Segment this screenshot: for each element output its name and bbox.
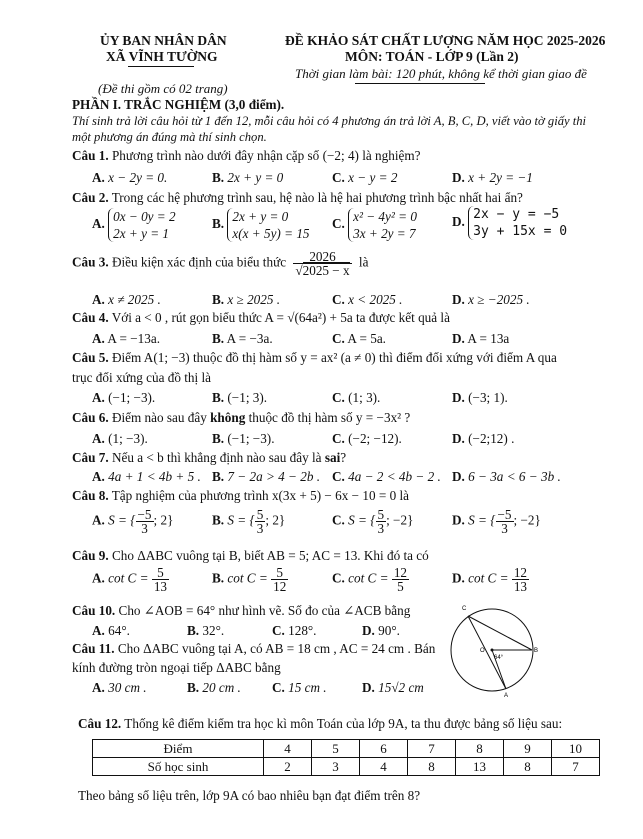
question-text: Điều kiện xác định của biểu thức — [111, 254, 287, 270]
equation-line: 2x − y = −5 — [473, 207, 560, 222]
equation-system — [468, 206, 567, 240]
fraction-denominator: 3 — [256, 521, 264, 536]
option-letter: B. — [212, 469, 225, 484]
circle-figure — [446, 598, 538, 698]
question-11 — [72, 641, 435, 657]
option-text: cot C = — [348, 570, 389, 586]
fraction-denominator: 13 — [513, 579, 528, 594]
fraction-numerator: −5 — [497, 507, 512, 522]
option-fraction — [512, 566, 529, 593]
table-cell: 2 — [264, 758, 312, 776]
question-text-tail: là — [358, 254, 369, 270]
option-letter: C. — [332, 469, 345, 484]
q4-option-b[interactable] — [212, 331, 273, 347]
q1-option-c[interactable] — [332, 170, 397, 186]
fraction-numerator: 5 — [271, 566, 288, 580]
q5-option-d[interactable] — [452, 390, 508, 406]
option-text: 30 cm . — [108, 680, 147, 695]
option-text: (1; −3). — [108, 431, 148, 446]
option-letter: C. — [332, 570, 345, 586]
exam-title: ĐỀ KHẢO SÁT CHẤT LƯỢNG NĂM HỌC 2025-2026 — [285, 33, 606, 48]
option-text: 6 − 3a < 6 − 3b . — [468, 469, 561, 484]
equation-line: x² − 4y² = 0 — [353, 209, 417, 224]
option-text: 2x + y = 0 — [227, 170, 284, 185]
question-10 — [72, 603, 410, 619]
option-text: A = −3a. — [226, 331, 273, 346]
question-2 — [72, 190, 523, 206]
option-text: S = { — [348, 512, 376, 528]
option-text: (−1; −3). — [108, 390, 156, 405]
option-text: ; 2} — [153, 512, 174, 528]
q10-option-b[interactable] — [187, 623, 224, 639]
option-text: 128°. — [288, 623, 317, 638]
table-cell: 8 — [408, 758, 456, 776]
option-letter: A. — [92, 292, 105, 307]
q10-option-c[interactable] — [272, 623, 316, 639]
header-left-rule — [128, 66, 194, 67]
option-letter: B. — [212, 431, 225, 446]
score-table — [92, 739, 600, 776]
q3-option-b[interactable] — [212, 292, 280, 308]
equation-line: x(x + 5y) = 15 — [232, 226, 310, 241]
fraction-numerator: 5 — [256, 507, 264, 522]
angle-label: 64° — [494, 655, 504, 661]
q5-option-b[interactable] — [212, 390, 267, 406]
center-point — [491, 649, 494, 652]
option-fraction — [152, 566, 169, 593]
option-text: x ≥ 2025 . — [227, 292, 281, 307]
q1-option-a[interactable] — [92, 170, 167, 186]
option-letter: B. — [187, 623, 200, 638]
question-label: Câu 10. — [72, 603, 116, 618]
fraction-numerator: 12 — [393, 565, 408, 580]
fraction-numerator: 2026 — [293, 250, 351, 264]
option-text: S = { — [227, 512, 255, 528]
q9-option-d[interactable] — [452, 566, 529, 593]
option-text: x ≠ 2025 . — [108, 292, 161, 307]
table-cell: 7 — [408, 740, 456, 758]
table-cell: 9 — [504, 740, 552, 758]
exam-duration: Thời gian làm bài: 120 phút, không kể thời gian giao đề — [295, 66, 587, 81]
option-text: x ≥ −2025 . — [468, 292, 530, 307]
option-letter: C. — [332, 512, 345, 528]
option-letter: B. — [212, 170, 225, 185]
q9-option-a[interactable] — [92, 566, 169, 593]
option-text: S = { — [108, 512, 136, 528]
segment-ca — [468, 616, 506, 689]
fraction-denominator: √2025 − x — [295, 263, 350, 278]
question-text: ? — [340, 450, 347, 465]
option-letter: B. — [212, 292, 225, 307]
label-b: B — [534, 648, 538, 654]
option-fraction — [392, 566, 409, 593]
question-label: Câu 12. — [78, 716, 122, 731]
option-text: 7 − 2a > 4 − 2b . — [227, 469, 321, 484]
question-4 — [72, 310, 450, 326]
question-label: Câu 6. — [72, 410, 109, 425]
question-3 — [72, 250, 368, 277]
option-text: 4a − 2 < 4b − 2 . — [348, 469, 441, 484]
fraction-denominator: 5 — [397, 579, 404, 594]
option-letter: A. — [92, 512, 105, 528]
question-label: Câu 3. — [72, 254, 109, 270]
option-letter: B. — [212, 512, 225, 528]
label-o: O — [480, 648, 485, 654]
option-letter: B. — [212, 570, 225, 586]
option-fraction — [136, 508, 154, 535]
q7-option-d[interactable] — [452, 469, 561, 485]
question-11-line2: kính đường tròn ngoại tiếp ΔABC bằng — [72, 660, 281, 675]
option-text: 20 cm . — [202, 680, 241, 695]
fraction-denominator: 3 — [501, 521, 508, 536]
question-6 — [72, 410, 410, 426]
option-letter: B. — [187, 680, 200, 695]
question-text: Phương trình nào dưới đây nhận cặp số (−2; 4) là nghiệm? — [111, 148, 421, 163]
option-letter: A. — [92, 431, 105, 446]
option-letter: A. — [92, 331, 105, 346]
option-letter: B. — [212, 390, 225, 405]
q8-option-c[interactable] — [332, 508, 413, 535]
fraction-expression — [293, 250, 351, 277]
table-cell: 4 — [264, 740, 312, 758]
question-12-followup: Theo bảng số liệu trên, lớp 9A có bao nhiêu bạn đạt điểm trên 8? — [78, 788, 421, 803]
option-letter: C. — [332, 431, 345, 446]
option-text: 4a + 1 < 4b + 5 . — [108, 469, 201, 484]
segment-cb — [468, 616, 532, 650]
option-letter: A. — [92, 623, 105, 638]
question-emphasis: không — [210, 410, 246, 425]
q6-option-c[interactable] — [332, 431, 402, 447]
question-text: Điểm A(1; −3) thuộc đồ thị hàm số y = ax² (a ≠ 0) thì điểm đối xứng với điểm A qua — [111, 350, 557, 365]
option-text: (−2; −12). — [348, 431, 402, 446]
table-cell: 8 — [456, 740, 504, 758]
option-text: S = { — [468, 512, 496, 528]
option-fraction — [255, 508, 266, 535]
option-text: (−2;12) . — [468, 431, 515, 446]
table-header-cell: Điểm — [93, 740, 264, 758]
fraction-numerator: 5 — [152, 566, 169, 580]
radicand: 2025 − x — [302, 263, 350, 278]
option-letter: D. — [452, 292, 465, 307]
option-text: (−3; 1). — [468, 390, 508, 405]
question-text: Với a < 0 , rút gọn biểu thức A = √(64a²) + 5a ta được kết quả là — [111, 310, 450, 325]
label-a: A — [504, 693, 509, 698]
equation-line: 0x − 0y = 2 — [113, 209, 176, 224]
question-text: thuộc đồ thị hàm số y = −3x² ? — [245, 410, 411, 425]
option-text: x + 2y = −1 — [468, 170, 533, 185]
q2-option-c[interactable] — [332, 208, 417, 242]
option-text: cot C = — [227, 570, 268, 586]
q3-option-a[interactable] — [92, 292, 161, 308]
option-letter: D. — [452, 512, 465, 528]
q8-option-a[interactable] — [92, 508, 173, 535]
question-text: Nếu a < b thì khẳng định nào sau đây là — [111, 450, 325, 465]
option-text: 15√2 cm — [378, 680, 424, 695]
question-1 — [72, 148, 420, 164]
header-right-rule — [355, 83, 485, 84]
equation-system — [227, 208, 309, 242]
q11-option-a[interactable] — [92, 680, 147, 696]
option-letter: D. — [362, 680, 375, 695]
pages-note: (Đề thi gồm có 02 trang) — [98, 81, 228, 96]
q4-option-a[interactable] — [92, 331, 160, 347]
exam-subject: MÔN: TOÁN - LỚP 9 (Lần 2) — [345, 49, 519, 64]
question-text: Trong các hệ phương trình sau, hệ nào là hệ hai phương trình bậc nhất hai ẩn? — [111, 190, 523, 205]
option-letter: A. — [92, 216, 105, 232]
option-letter: D. — [452, 469, 465, 484]
option-letter: C. — [332, 292, 345, 307]
option-letter: C. — [272, 623, 285, 638]
fraction-denominator: 3 — [377, 521, 385, 536]
q6-option-b[interactable] — [212, 431, 275, 447]
option-letter: D. — [452, 331, 465, 346]
option-fraction — [376, 508, 387, 535]
option-text: x − y = 2 — [348, 170, 398, 185]
option-letter: D. — [452, 170, 465, 185]
option-letter: D. — [362, 623, 375, 638]
question-5 — [72, 350, 557, 366]
option-letter: C. — [332, 390, 345, 405]
agency-name: ỦY BAN NHÂN DÂN — [100, 33, 227, 48]
question-label: Câu 1. — [72, 148, 109, 163]
equation-system — [348, 208, 417, 242]
question-text: Điểm nào sau đây — [111, 410, 211, 425]
part1-title: PHẦN I. TRẮC NGHIỆM (3,0 điểm). — [72, 97, 285, 112]
table-cell: 3 — [312, 758, 360, 776]
q9-option-b[interactable] — [212, 566, 288, 593]
option-text: (−1; 3). — [227, 390, 268, 405]
table-cell: 13 — [456, 758, 504, 776]
q2-option-d[interactable] — [452, 206, 567, 240]
q6-option-d[interactable] — [452, 431, 514, 447]
option-letter: D. — [452, 431, 465, 446]
option-fraction — [271, 566, 288, 593]
question-text: Cho ΔABC vuông tại A, có AB = 18 cm , AC = 24 cm . Bán — [117, 641, 436, 656]
question-label: Câu 2. — [72, 190, 109, 205]
option-letter: C. — [332, 331, 345, 346]
option-letter: D. — [452, 570, 465, 586]
fraction-denominator: 3 — [141, 521, 148, 536]
q8-option-d[interactable] — [452, 508, 541, 535]
question-text: Tập nghiệm của phương trình x(3x + 5) − 6x − 10 = 0 là — [111, 488, 410, 503]
option-text: (−1; −3). — [227, 431, 275, 446]
q2-option-b[interactable] — [212, 208, 310, 242]
q8-option-b[interactable] — [212, 508, 285, 535]
equation-line: 2x + y = 0 — [232, 209, 289, 224]
option-letter: D. — [452, 390, 465, 405]
option-text: cot C = — [108, 570, 149, 586]
question-7 — [72, 450, 346, 466]
table-row — [93, 758, 600, 776]
option-letter: B. — [212, 331, 225, 346]
q4-option-d[interactable] — [452, 331, 509, 347]
q11-option-d[interactable] — [362, 680, 424, 696]
equation-line: 3y + 15x = 0 — [473, 224, 568, 239]
question-emphasis: sai — [324, 450, 341, 465]
option-text: ; −2} — [386, 512, 414, 528]
option-letter: A. — [92, 680, 105, 695]
option-text: 90°. — [378, 623, 400, 638]
option-fraction — [496, 508, 514, 535]
option-letter: B. — [212, 216, 225, 232]
fraction-denominator: 13 — [153, 579, 168, 594]
question-label: Câu 9. — [72, 548, 109, 563]
table-cell: 7 — [552, 758, 600, 776]
table-cell: 5 — [312, 740, 360, 758]
option-letter: A. — [92, 390, 105, 405]
option-text: ; 2} — [265, 512, 286, 528]
q9-option-c[interactable] — [332, 566, 409, 593]
commune-name: XÃ VĨNH TƯỜNG — [106, 49, 218, 64]
question-label: Câu 7. — [72, 450, 109, 465]
question-5-line2: trục đối xứng của đồ thị là — [72, 370, 211, 385]
q3-option-c[interactable] — [332, 292, 402, 308]
option-letter: C. — [332, 170, 345, 185]
option-letter: D. — [452, 214, 465, 230]
q6-option-a[interactable] — [92, 431, 148, 447]
option-text: x − 2y = 0. — [108, 170, 168, 185]
q11-option-c[interactable] — [272, 680, 327, 696]
q2-option-a[interactable] — [92, 208, 176, 242]
fraction-numerator: −5 — [137, 507, 152, 522]
question-label: Câu 11. — [72, 641, 115, 656]
q10-option-d[interactable] — [362, 623, 400, 639]
question-text: Cho ΔABC vuông tại B, biết AB = 5; AC = 13. Khi đó ta có — [111, 548, 429, 563]
equation-system — [108, 208, 175, 242]
fraction-denominator: 12 — [273, 579, 287, 594]
question-9 — [72, 548, 429, 564]
q11-option-b[interactable] — [187, 680, 241, 696]
option-text: 64°. — [108, 623, 130, 638]
option-text: A = 13a — [467, 331, 510, 346]
table-header-cell: Số học sinh — [93, 758, 264, 776]
option-text: 15 cm . — [288, 680, 327, 695]
label-c: C — [462, 606, 467, 612]
q5-option-c[interactable] — [332, 390, 380, 406]
question-12 — [78, 716, 562, 732]
fraction-numerator: 12 — [513, 565, 528, 580]
table-cell: 8 — [504, 758, 552, 776]
option-letter: A. — [92, 469, 105, 484]
q7-option-c[interactable] — [332, 469, 441, 485]
part1-instructions-1: Thí sinh trả lời câu hỏi từ 1 đến 12, mỗi câu hỏi có 4 phương án trả lời A, B, C, D, viết vào tờ giấy thi — [72, 114, 587, 128]
option-text: (1; 3). — [348, 390, 381, 405]
part1-instructions-2: một phương án đúng mà thí sinh chọn. — [72, 130, 267, 144]
table-cell: 4 — [360, 758, 408, 776]
option-text: cot C = — [468, 570, 509, 586]
table-cell: 6 — [360, 740, 408, 758]
option-letter: A. — [92, 570, 105, 586]
option-letter: A. — [92, 170, 105, 185]
q7-option-b[interactable] — [212, 469, 320, 485]
q1-option-b[interactable] — [212, 170, 283, 186]
question-label: Câu 8. — [72, 488, 109, 503]
q3-option-d[interactable] — [452, 292, 530, 308]
option-text: A = 5a. — [347, 331, 386, 346]
equation-line: 3x + 2y = 7 — [353, 226, 416, 241]
q5-option-a[interactable] — [92, 390, 155, 406]
option-text: A = −13a. — [107, 331, 161, 346]
table-cell: 10 — [552, 740, 600, 758]
option-text: x < 2025 . — [348, 292, 403, 307]
q1-option-d[interactable] — [452, 170, 533, 186]
option-text: 32°. — [202, 623, 225, 638]
option-text: ; −2} — [513, 512, 541, 528]
q4-option-c[interactable] — [332, 331, 386, 347]
option-letter: C. — [272, 680, 285, 695]
q10-option-a[interactable] — [92, 623, 130, 639]
equation-line: 2x + y = 1 — [113, 226, 170, 241]
question-label: Câu 4. — [72, 310, 109, 325]
question-text: Cho ∠AOB = 64° như hình vẽ. Số đo của ∠ACB bằng — [118, 603, 411, 618]
question-8 — [72, 488, 409, 504]
question-text: Thống kê điểm kiểm tra học kì môn Toán của lớp 9A, ta thu được bảng số liệu sau: — [124, 716, 563, 731]
question-label: Câu 5. — [72, 350, 109, 365]
q7-option-a[interactable] — [92, 469, 201, 485]
table-row — [93, 740, 600, 758]
fraction-numerator: 5 — [377, 507, 385, 522]
option-letter: C. — [332, 216, 345, 232]
